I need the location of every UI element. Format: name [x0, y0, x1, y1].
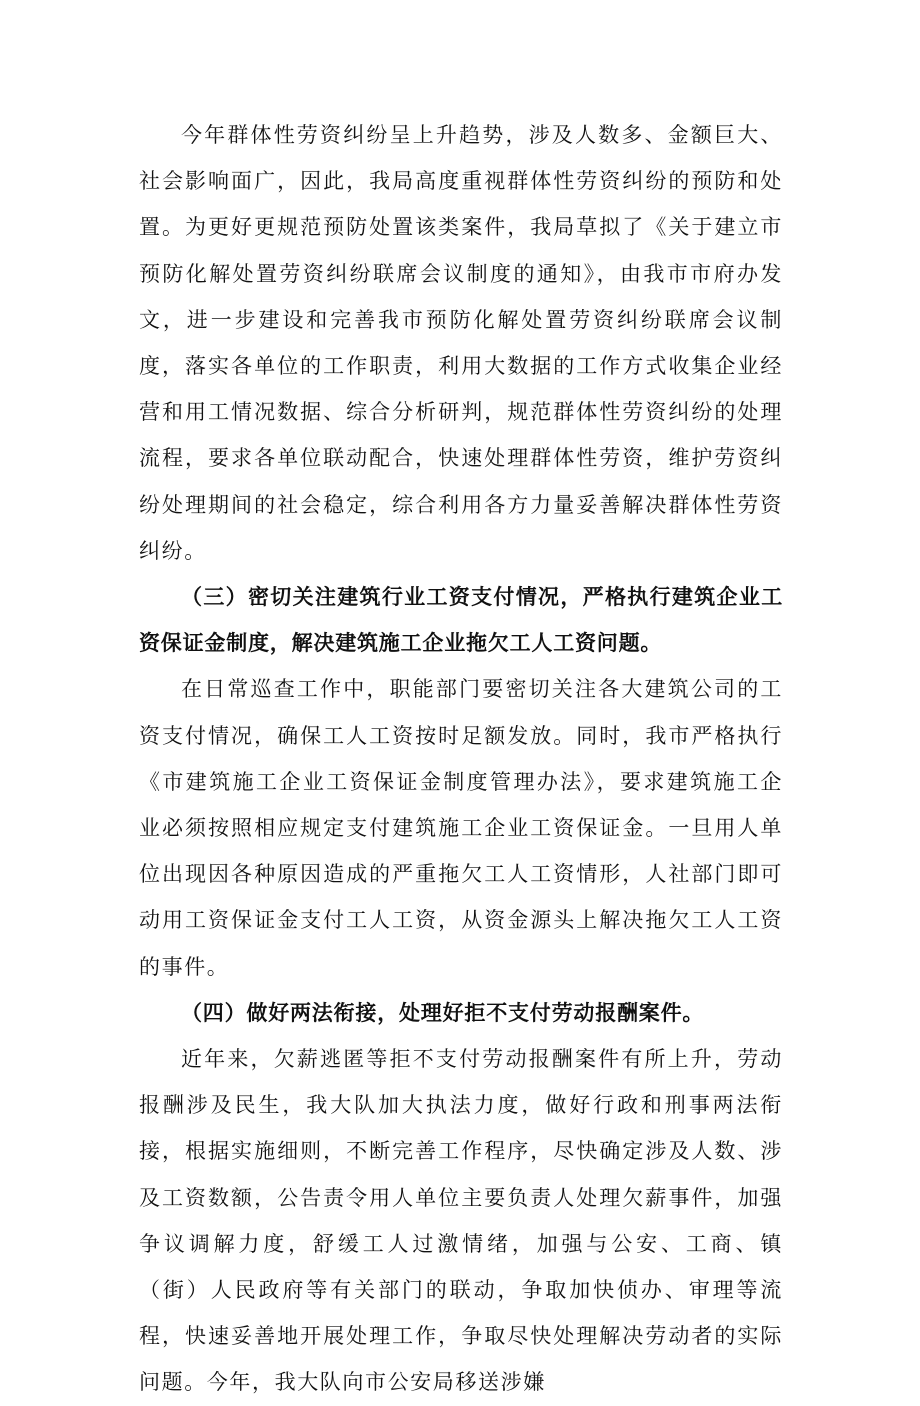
- paragraph-refusal-to-pay: 近年来，欠薪逃匿等拒不支付劳动报酬案件有所上升，劳动报酬涉及民生，我大队加大执法力度，做好行政和刑事两法衔接，根据实施细则，不断完善工作程序，尽快确定涉及人数、涉及工资数额，公告责令用人单位主要负责人处理欠薪事件，加强争议调解力度，舒缓工人过激情绪，加强与公安、工商、镇（街）人民政府等有关部门的联动，争取加快侦办、审理等流程，快速妥善地开展处理工作，争取尽快处理解决劳动者的实际问题。今年，我大队向市公安局移送涉嫌: [139, 1047, 783, 1395]
- section-heading-4: （四）做好两法衔接，处理好拒不支付劳动报酬案件。: [181, 1000, 705, 1025]
- paragraph-labor-dispute-prevention: 今年群体性劳资纠纷呈上升趋势，涉及人数多、金额巨大、社会影响面广，因此，我局高度重视群体性劳资纠纷的预防和处置。为更好更规范预防处置该类案件，我局草拟了《关于建立市预防化解处置劳资纠纷联席会议制度的通知》，由我市市府办发文，进一步建设和完善我市预防化解处置劳资纠纷联席会议制度，落实各单位的工作职责，利用大数据的工作方式收集企业经营和用工情况数据、综合分析研判，规范群体性劳资纠纷的处理流程，要求各单位联动配合，快速处理群体性劳资，维护劳资纠纷处理期间的社会稳定，综合利用各方力量妥善解决群体性劳资纠纷。: [139, 123, 783, 563]
- document-body: [139, 112, 783, 1406]
- section-heading-3: （三）密切关注建筑行业工资支付情况，严格执行建筑企业工资保证金制度，解决建筑施工企业拖欠工人工资问题。: [139, 585, 783, 656]
- paragraph-wage-deposit: 在日常巡查工作中，职能部门要密切关注各大建筑公司的工资支付情况，确保工人工资按时足额发放。同时，我市严格执行《市建筑施工企业工资保证金制度管理办法》，要求建筑施工企业必须按照相应规定支付建筑施工企业工资保证金。一旦用人单位出现因各种原因造成的严重拖欠工人工资情形，人社部门即可动用工资保证金支付工人工资，从资金源头上解决拖欠工人工资的事件。: [139, 677, 783, 979]
